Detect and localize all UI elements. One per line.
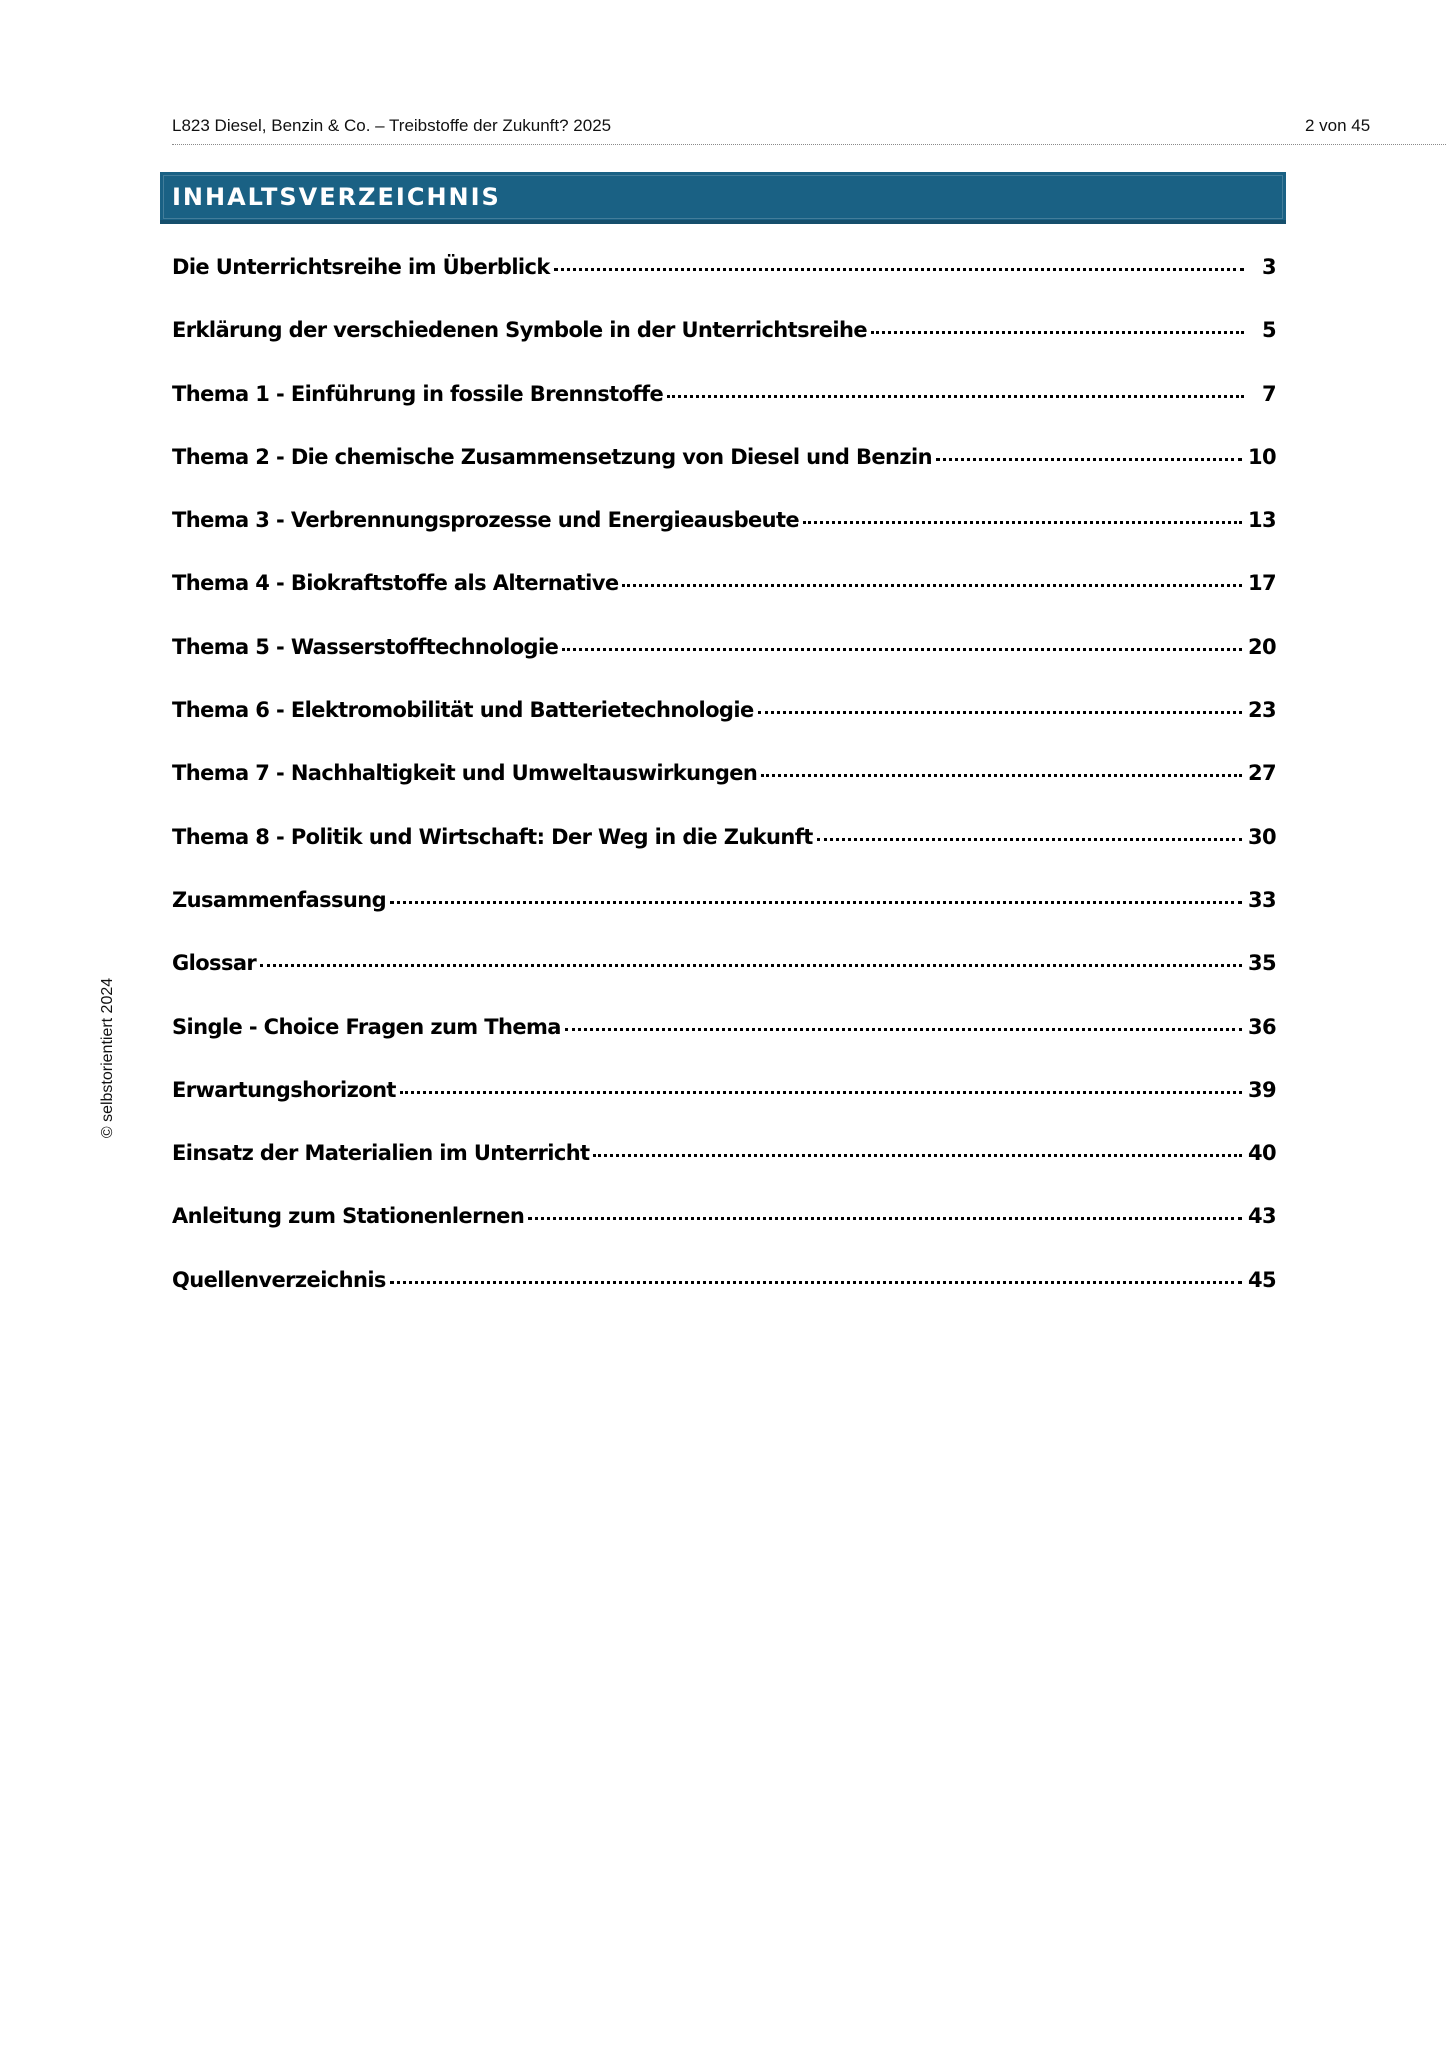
dot-leader: [528, 1217, 1242, 1220]
toc-entry[interactable]: [172, 758, 1276, 821]
toc-entry-page: 7: [1261, 381, 1276, 406]
toc-entry-label: Thema 6 - Elektromobilität und Batterietechnologie: [172, 698, 754, 723]
toc-entry-label: Quellenverzeichnis: [172, 1267, 386, 1292]
toc-entry-label: Erwartungshorizont: [172, 1077, 396, 1102]
toc-entry-page: 36: [1247, 1014, 1276, 1039]
toc-entry-page: 3: [1261, 255, 1276, 279]
toc-entry-page: 30: [1247, 824, 1276, 849]
toc-entry-label: Erklärung der verschiedenen Symbole in der Unterrichtsreihe: [172, 318, 867, 343]
toc-entry-page: 20: [1247, 634, 1276, 659]
toc-entry-label: Thema 7 - Nachhaltigkeit und Umweltauswirkungen: [172, 761, 758, 786]
dot-leader: [936, 458, 1242, 461]
toc-entry-page: 35: [1247, 951, 1276, 976]
toc-entry-label: Zusammenfassung: [172, 887, 387, 912]
toc-entry[interactable]: [172, 632, 1276, 695]
dot-leader: [667, 395, 1244, 398]
dot-leader: [761, 774, 1242, 777]
toc-entry[interactable]: [172, 442, 1276, 505]
toc-entry[interactable]: [172, 1012, 1276, 1075]
dot-leader: [593, 1154, 1241, 1157]
toc-entry-label: Die Unterrichtsreihe im Überblick: [172, 255, 550, 279]
toc-heading: INHALTSVERZEICHNIS: [172, 183, 501, 211]
toc-entry-page: 40: [1247, 1141, 1276, 1166]
toc-entry-label: Glossar: [172, 951, 257, 976]
toc-entry-label: Anleitung zum Stationenlernen: [172, 1204, 525, 1229]
dot-leader: [565, 1028, 1242, 1031]
dot-leader: [390, 1281, 1242, 1284]
toc-entry[interactable]: [172, 695, 1276, 758]
dot-leader: [562, 648, 1242, 651]
toc-entry-page: 43: [1247, 1204, 1276, 1229]
toc-entry-label: Thema 3 - Verbrennungsprozesse und Energieausbeute: [172, 508, 800, 533]
dot-leader: [817, 838, 1242, 841]
toc-entry-label: Thema 1 - Einführung in fossile Brennstoffe: [172, 381, 664, 406]
toc-entry-label: Thema 8 - Politik und Wirtschaft: Der Weg in die Zukunft: [172, 824, 813, 849]
toc-entry-page: 39: [1247, 1077, 1276, 1102]
toc-entry[interactable]: [172, 1201, 1276, 1264]
toc-entry-label: Single - Choice Fragen zum Thema: [172, 1014, 561, 1039]
toc-entry-page: 23: [1247, 698, 1276, 723]
toc-heading-banner: [160, 172, 1286, 224]
toc-entry[interactable]: [172, 315, 1276, 378]
dot-leader: [871, 331, 1244, 334]
dot-leader: [622, 584, 1241, 587]
toc-entry-label: Thema 2 - Die chemische Zusammensetzung von Diesel und Benzin: [172, 444, 932, 469]
toc-entry-page: 5: [1261, 318, 1276, 343]
dot-leader: [758, 711, 1242, 714]
toc-entry[interactable]: [172, 379, 1276, 442]
toc-entry-page: 33: [1247, 887, 1276, 912]
toc-entry-page: 17: [1247, 571, 1276, 596]
toc-entry-label: Thema 4 - Biokraftstoffe als Alternative: [172, 571, 619, 596]
dot-leader: [554, 268, 1244, 271]
toc-entry-page: 45: [1247, 1267, 1276, 1292]
page-number: 2 von 45: [1305, 116, 1371, 135]
toc-entry[interactable]: [172, 252, 1276, 315]
document-title: L823 Diesel, Benzin & Co. – Treibstoffe der Zukunft? 2025: [172, 116, 612, 135]
dot-leader: [260, 964, 1242, 967]
toc-entry-label: Thema 5 - Wasserstofftechnologie: [172, 634, 559, 659]
toc-entry[interactable]: [172, 568, 1276, 631]
toc-entry-page: 13: [1247, 508, 1276, 533]
toc-entry[interactable]: [172, 885, 1276, 948]
toc-entry[interactable]: [172, 505, 1276, 568]
table-of-contents: [172, 252, 1276, 1328]
toc-entry[interactable]: [172, 1075, 1276, 1138]
toc-entry-page: 10: [1247, 444, 1276, 469]
page-header: [172, 114, 1446, 145]
toc-entry[interactable]: [172, 1265, 1276, 1328]
dot-leader: [400, 1091, 1242, 1094]
toc-entry[interactable]: [172, 1138, 1276, 1201]
dot-leader: [803, 521, 1242, 524]
toc-entry-label: Einsatz der Materialien im Unterricht: [172, 1141, 590, 1166]
copyright-note: © selbstorientiert 2024: [99, 977, 116, 1139]
toc-entry[interactable]: [172, 948, 1276, 1011]
toc-entry-page: 27: [1247, 761, 1276, 786]
toc-entry[interactable]: [172, 822, 1276, 885]
dot-leader: [390, 901, 1242, 904]
